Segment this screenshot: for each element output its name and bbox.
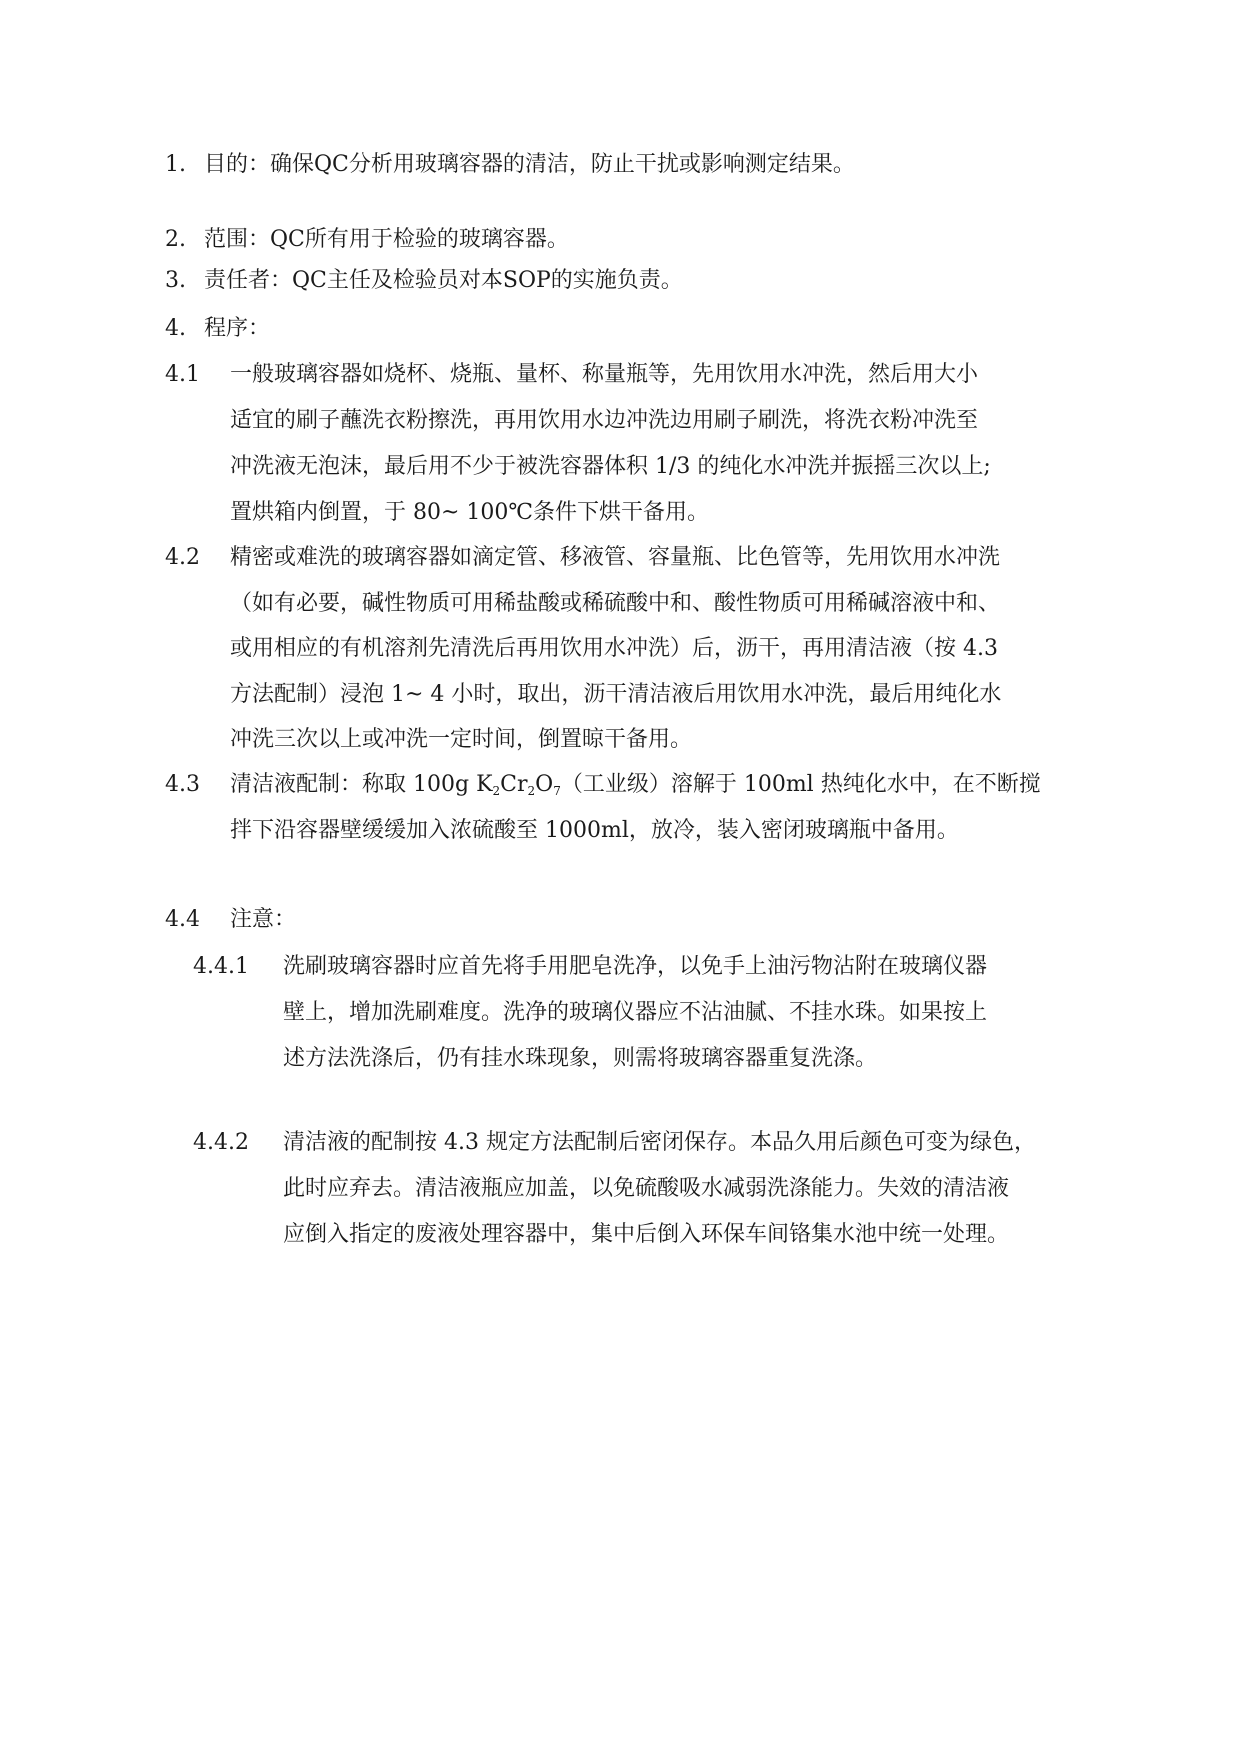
- body-line: 述方法洗涤后，仍有挂水珠现象，则需将玻璃容器重复洗涤。: [283, 1046, 878, 1071]
- body-line: 拌下沿容器壁缓缓加入浓硫酸至 1000ml，放冷，装入密闭玻璃瓶中备用。: [230, 818, 959, 843]
- body-line: 一般玻璃容器如烧杯、烧瓶、量杯、称量瓶等，先用饮用水冲洗，然后用大小: [230, 362, 979, 387]
- body-line: 适宜的刷子蘸洗衣粉擦洗，再用饮用水边冲洗边用刷子刷洗，将洗衣粉冲洗至: [230, 408, 979, 433]
- body-line: 清洁液的配制按 4.3 规定方法配制后密闭保存。本品久用后颜色可变为绿色，: [283, 1130, 1036, 1155]
- section-number: 4.4.2: [193, 1130, 249, 1155]
- body-line: 壁上，增加洗刷难度。洗净的玻璃仪器应不沾油腻、不挂水珠。如果按上: [283, 1000, 988, 1025]
- body-line: 洗刷玻璃容器时应首先将手用肥皂洗净，以免手上油污物沾附在玻璃仪器: [283, 954, 988, 979]
- section-number: 3.: [165, 268, 186, 293]
- section-number: 4.4.1: [193, 954, 249, 979]
- section-number: 4.1: [165, 362, 200, 387]
- section-number: 4.3: [165, 772, 200, 797]
- section-text: 范围：QC所有用于检验的玻璃容器。: [204, 227, 569, 252]
- body-line: 应倒入指定的废液处理容器中，集中后倒入环保车间铬集水池中统一处理。: [283, 1222, 1010, 1247]
- formula-subscript: 2: [492, 784, 501, 798]
- section-number: 4.: [165, 316, 186, 341]
- section-text: 目的：确保QC分析用玻璃容器的清洁，防止干扰或影响测定结果。: [204, 152, 855, 177]
- body-line: 冲洗三次以上或冲洗一定时间，倒置晾干备用。: [230, 727, 693, 752]
- body-line: [230, 770, 1041, 800]
- section-number: 2.: [165, 227, 186, 252]
- formula-element: O: [535, 772, 554, 797]
- body-line: 冲洗液无泡沫，最后用不少于被洗容器体积 1/3 的纯化水冲洗并振摇三次以上;: [230, 454, 991, 479]
- section-text: 责任者：QC主任及检验员对本SOP的实施负责。: [204, 268, 683, 293]
- formula-subscript: 7: [553, 784, 561, 798]
- formula-element: K: [476, 772, 493, 797]
- body-line: 置烘箱内倒置，于 80~ 100℃条件下烘干备用。: [230, 500, 710, 525]
- line-text: （工业级）溶解于 100ml 热纯化水中，在不断搅: [560, 772, 1041, 797]
- line-text: 清洁液配制：称取 100g: [230, 772, 477, 797]
- formula-element: Cr: [500, 772, 528, 797]
- body-line: 或用相应的有机溶剂先清洗后再用饮用水冲洗）后，沥干，再用清洁液（按 4.3: [230, 636, 998, 661]
- section-number: 4.4: [165, 907, 200, 932]
- section-text: 注意：: [230, 907, 297, 932]
- body-line: （如有必要，碱性物质可用稀盐酸或稀硫酸中和、酸性物质可用稀碱溶液中和、: [230, 591, 1001, 616]
- body-line: 精密或难洗的玻璃容器如滴定管、移液管、容量瓶、比色管等，先用饮用水冲洗: [230, 545, 1001, 570]
- formula-subscript: 2: [527, 784, 536, 798]
- body-line: 此时应弃去。清洁液瓶应加盖，以免硫酸吸水减弱洗涤能力。失效的清洁液: [283, 1176, 1010, 1201]
- section-number: 4.2: [165, 545, 200, 570]
- body-line: 方法配制）浸泡 1~ 4 小时，取出，沥干清洁液后用饮用水冲洗，最后用纯化水: [230, 682, 1002, 707]
- section-text: 程序：: [204, 316, 271, 341]
- chemical-formula: [476, 772, 561, 797]
- section-number: 1.: [165, 152, 186, 177]
